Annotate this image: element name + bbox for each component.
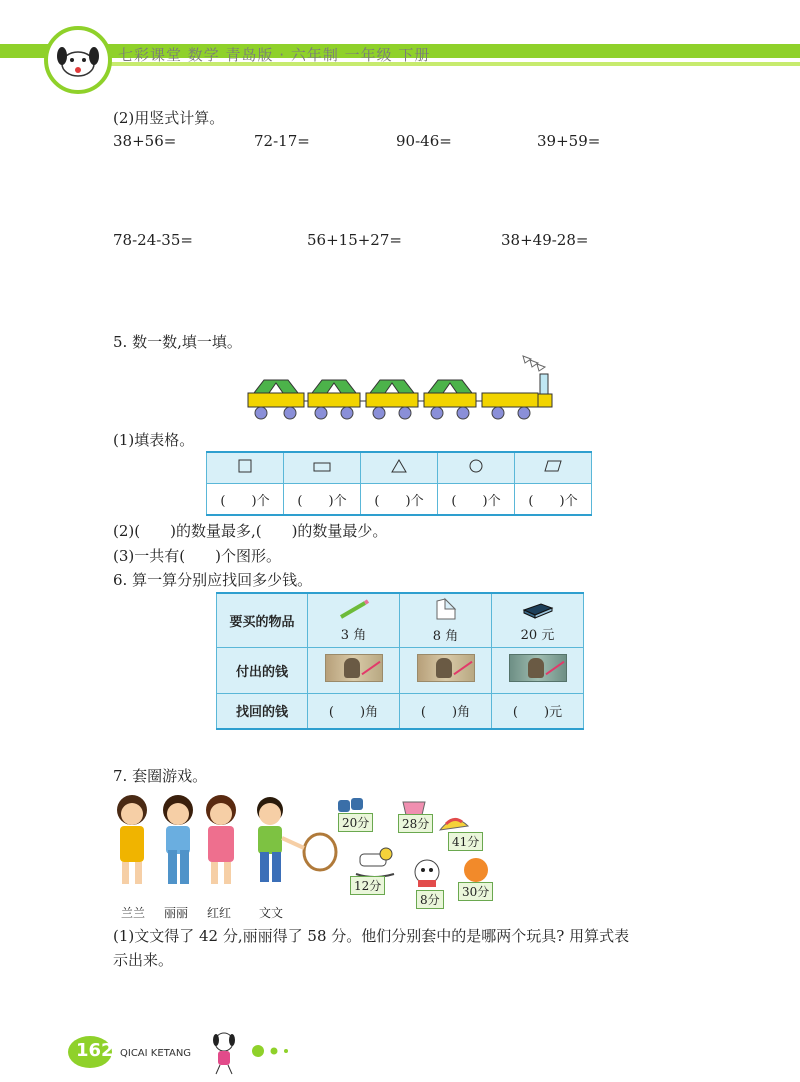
calc-6: 56+15+27= (307, 231, 402, 249)
row-label-item: 要买的物品 (217, 593, 308, 647)
calc-2: 72-17= (254, 132, 310, 150)
prize-tag: 20分 (338, 813, 373, 832)
item-price: 8 角 (432, 628, 459, 644)
item-price: 20 元 (520, 627, 555, 643)
trapezoid-icon (515, 452, 592, 484)
calc-3: 90-46= (396, 132, 452, 150)
ball-icon (462, 856, 490, 884)
kid-name: 文文 (259, 906, 284, 920)
page-number: 162 (76, 1040, 114, 1061)
prize-tag: 28分 (398, 814, 433, 833)
q7-sub1-line1: (1)文文得了 42 分,丽丽得了 58 分。他们分别套中的是哪两个玩具? 用算式表 (113, 927, 630, 945)
change-cell[interactable]: ( )角 (308, 693, 400, 729)
q6-heading: 6. 算一算分别应找回多少钱。 (113, 571, 313, 589)
q7-heading: 7. 套圈游戏。 (113, 767, 208, 785)
row-label-paid: 付出的钱 (217, 647, 308, 693)
prize-tag: 30分 (458, 882, 493, 901)
children-illustration (108, 790, 348, 902)
q5-heading: 5. 数一数,填一填。 (113, 333, 242, 351)
banknote-50yuan (492, 647, 584, 693)
count-cell[interactable]: ( )个 (438, 484, 515, 516)
calc-7: 38+49-28= (501, 231, 589, 249)
pencil-icon (337, 598, 371, 620)
shape-count-table (206, 451, 592, 516)
folded-paper-icon (431, 597, 461, 621)
kid-name: 红红 (207, 906, 232, 920)
prize-tag: 8分 (416, 890, 444, 909)
book-icon (521, 598, 555, 620)
change-cell[interactable]: ( )角 (400, 693, 492, 729)
footer-brand: QICAI KETANG (120, 1048, 192, 1059)
header-title: 七彩课堂 数学 青岛版 · 六年制 一年级 下册 (118, 46, 431, 64)
kid-name: 兰兰 (121, 906, 146, 920)
decorative-dots (252, 1044, 302, 1058)
cap-icon (436, 812, 472, 834)
change-table (216, 592, 584, 730)
count-cell[interactable]: ( )个 (284, 484, 361, 516)
prize-tag: 41分 (448, 832, 483, 851)
q7-sub1-line2: 示出来。 (113, 951, 174, 969)
calc-4: 39+59= (537, 132, 601, 150)
item-paper (400, 593, 492, 647)
doll-icon (410, 858, 444, 888)
count-cell[interactable]: ( )个 (207, 484, 284, 516)
calc-5: 78-24-35= (113, 231, 193, 249)
mascot-logo (44, 26, 112, 94)
change-cell[interactable]: ( )元 (492, 693, 584, 729)
banknote-1yuan (308, 647, 400, 693)
banknote-1yuan (400, 647, 492, 693)
rocking-horse-icon (352, 846, 400, 878)
square-icon (207, 452, 284, 484)
prize-tag: 12分 (350, 876, 385, 895)
kid-name: 丽丽 (164, 906, 189, 920)
q5-sub1: (1)填表格。 (113, 431, 195, 449)
triangle-icon (361, 452, 438, 484)
item-pencil (308, 593, 400, 647)
q4-sub2-heading: (2)用竖式计算。 (113, 109, 225, 127)
row-label-change: 找回的钱 (217, 693, 308, 729)
item-price: 3 角 (340, 627, 367, 643)
circle-icon (438, 452, 515, 484)
train-illustration (240, 350, 560, 422)
binoculars-icon (336, 796, 366, 814)
count-cell[interactable]: ( )个 (515, 484, 592, 516)
item-book (492, 593, 584, 647)
calc-1: 38+56= (113, 132, 177, 150)
q5-sub3: (3)一共有( )个图形。 (113, 547, 281, 565)
rectangle-icon (284, 452, 361, 484)
q5-sub2: (2)( )的数量最多,( )的数量最少。 (113, 522, 388, 540)
count-cell[interactable]: ( )个 (361, 484, 438, 516)
mascot-icon (206, 1030, 242, 1076)
